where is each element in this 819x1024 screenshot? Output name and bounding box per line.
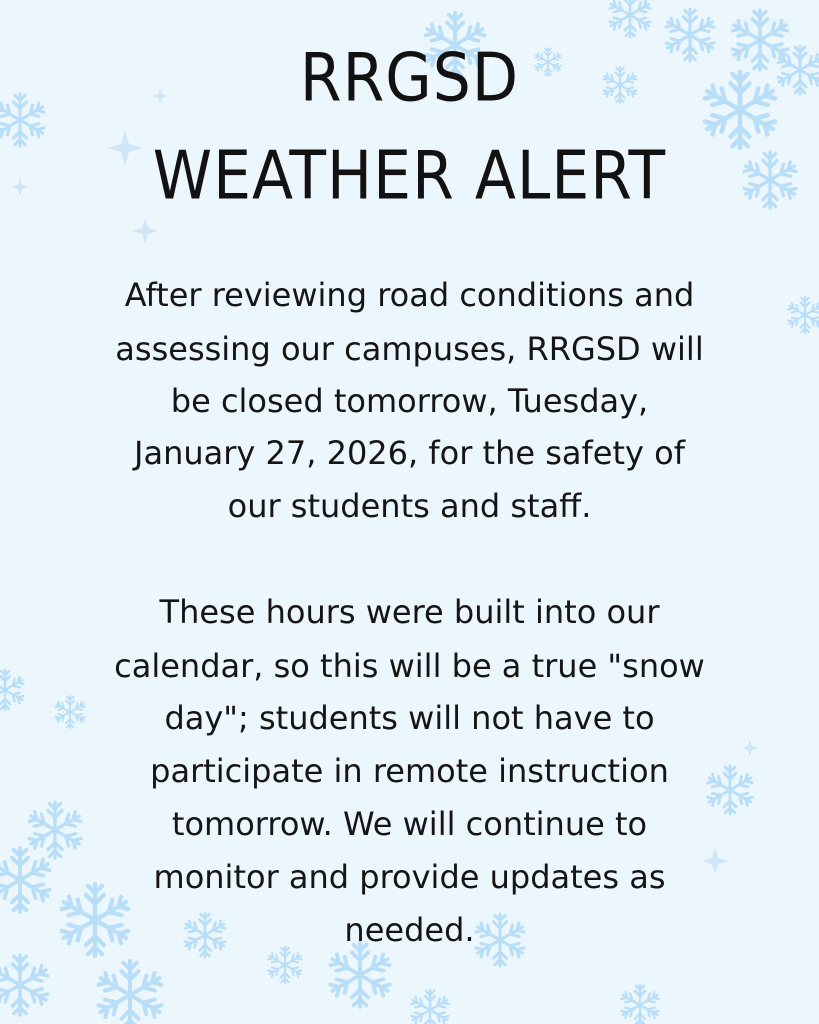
paragraph-line: participate in remote instruction <box>150 752 669 790</box>
paragraph-line: After reviewing road conditions and <box>124 276 695 314</box>
paragraph-line: day"; students will not have to <box>164 699 655 737</box>
paragraph-line: monitor and provide updates as <box>153 858 666 896</box>
paragraph-line: tomorrow. We will continue to <box>171 805 648 843</box>
paragraph-line: January 27, 2026, for the safety of <box>134 434 685 472</box>
page-title-line-1: RRGSD <box>299 38 520 118</box>
paragraph-line: assessing our campuses, RRGSD will <box>115 330 704 368</box>
paragraph-line: be closed tomorrow, Tuesday, <box>170 382 649 420</box>
page-title-line-2: WEATHER ALERT <box>152 136 667 216</box>
paragraph-line: calendar, so this will be a true "snow <box>114 647 705 685</box>
paragraph-line: needed. <box>344 911 475 949</box>
paragraph-line: These hours were built into our <box>159 593 660 631</box>
paragraph-line: our students and staff. <box>227 487 592 525</box>
